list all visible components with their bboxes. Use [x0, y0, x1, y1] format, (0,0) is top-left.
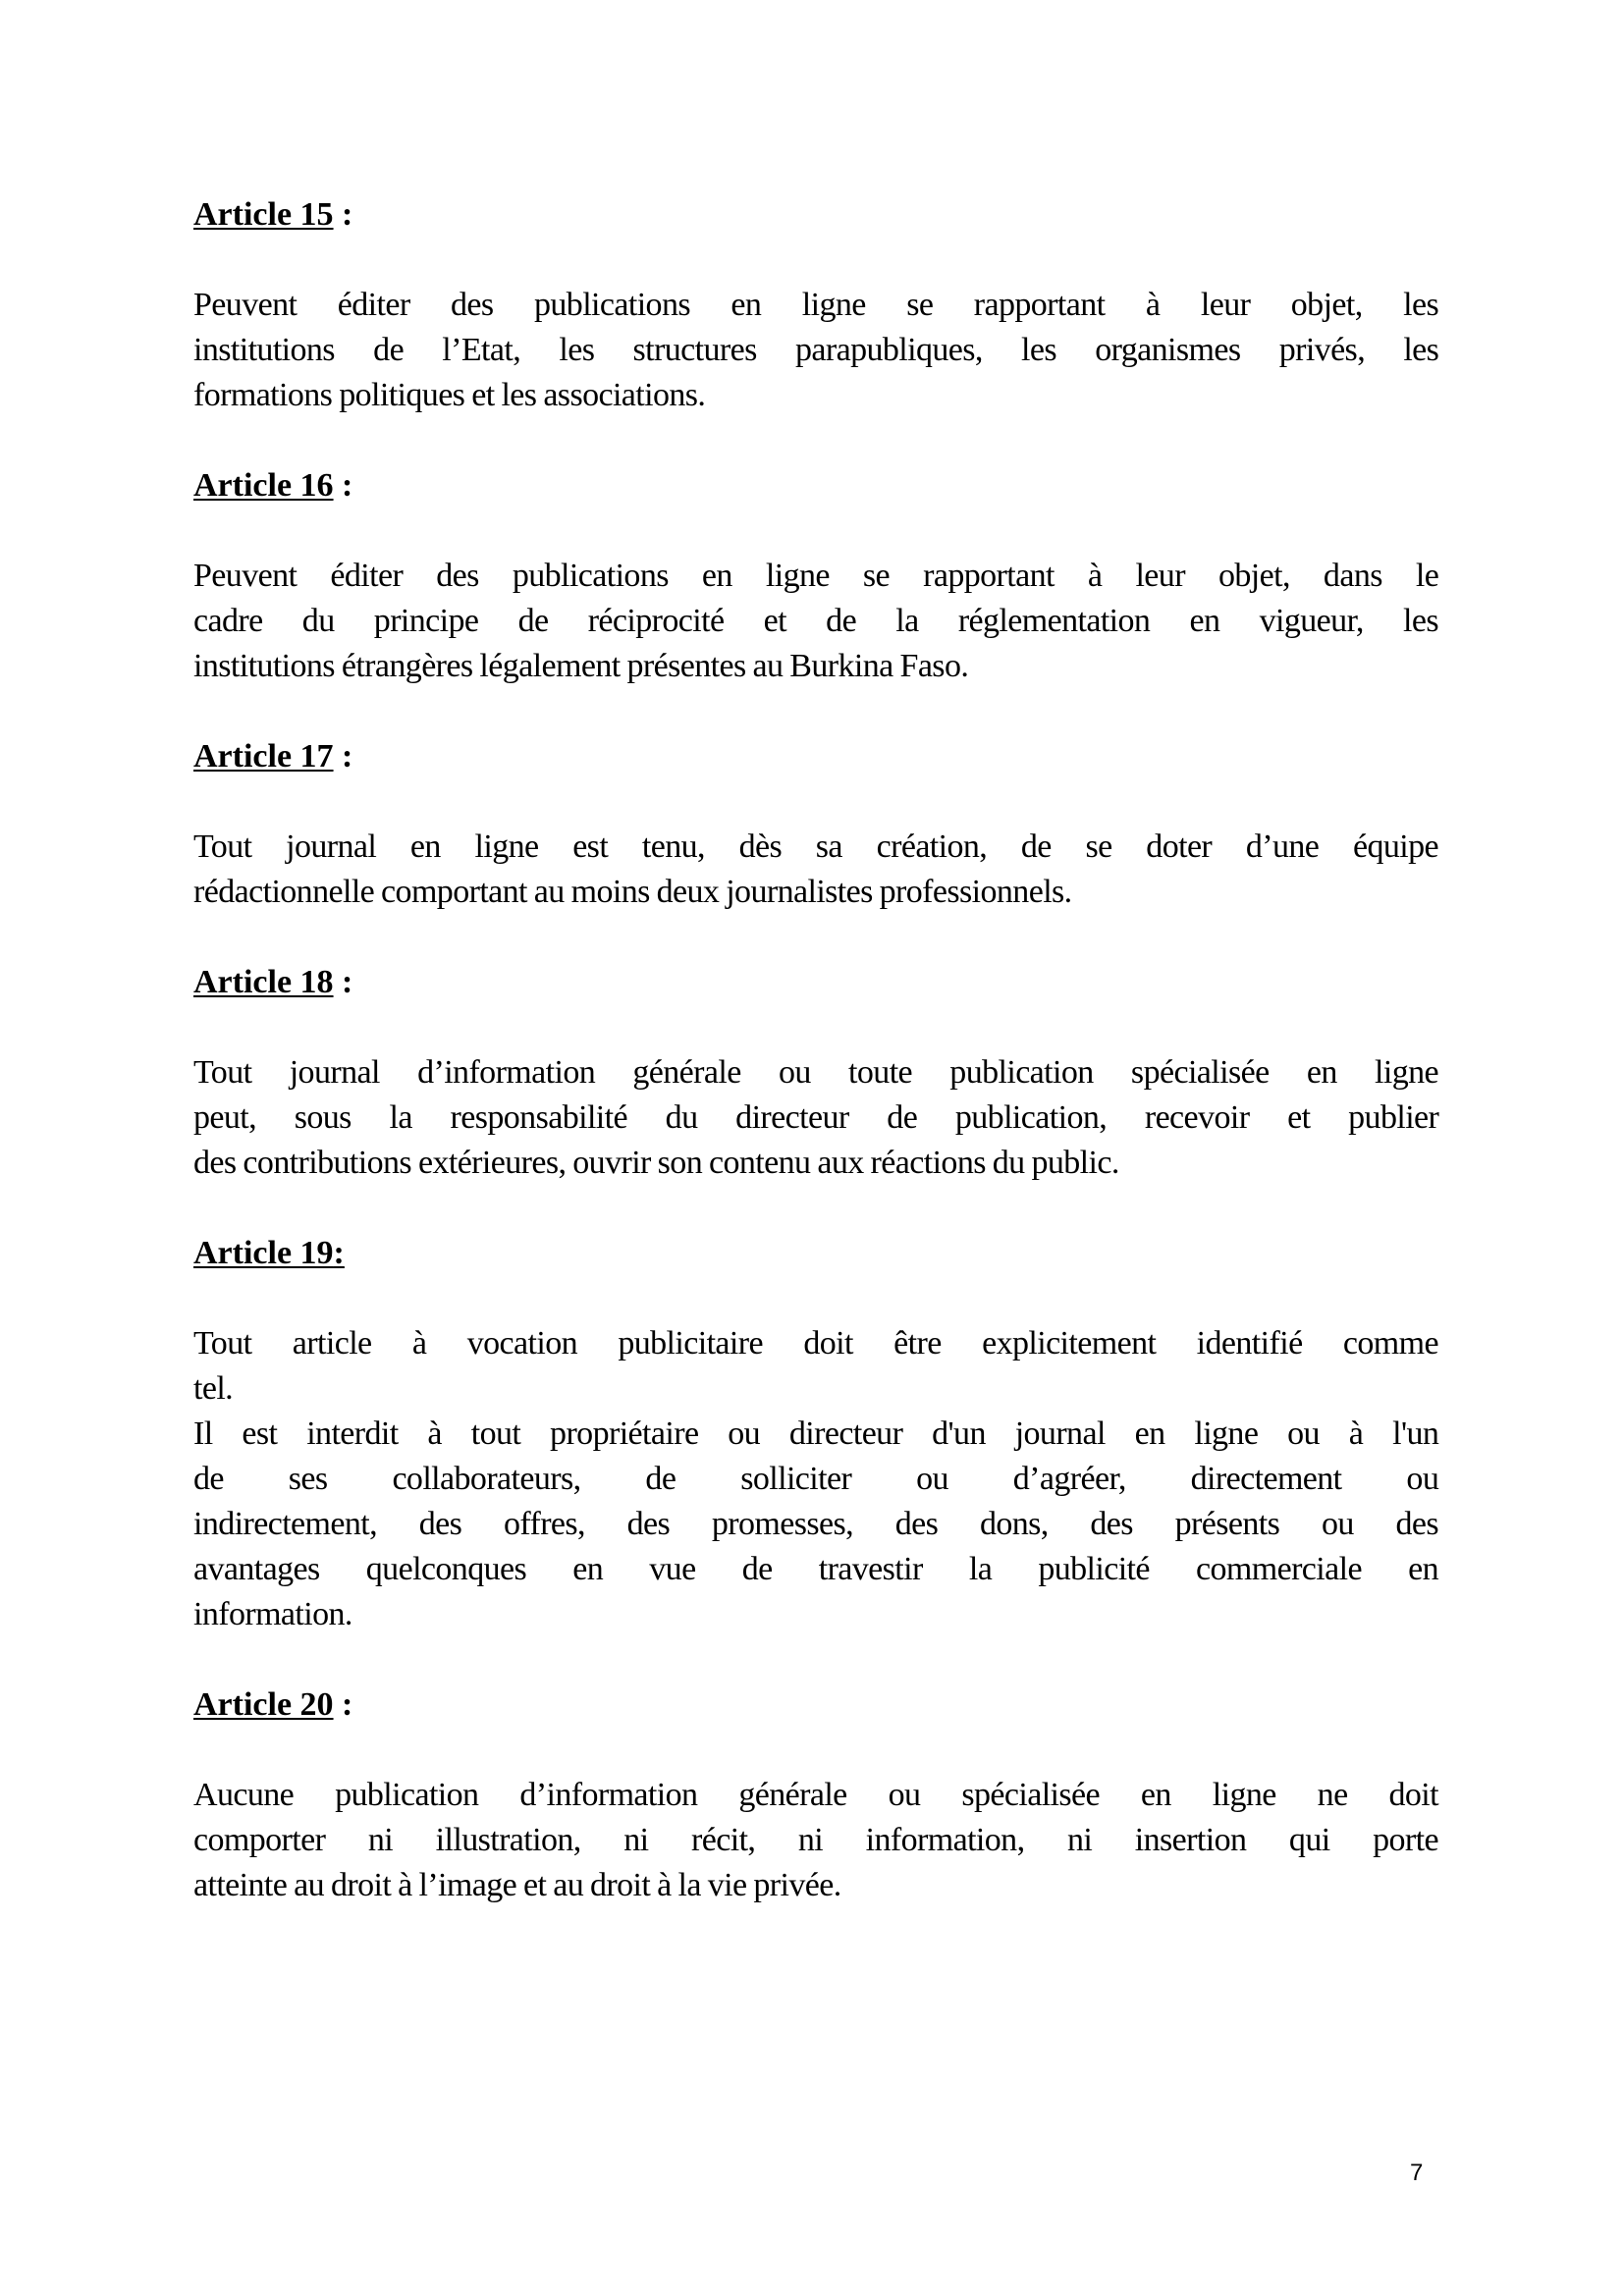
article-heading-colon: :	[333, 467, 353, 504]
article-17	[193, 734, 1438, 915]
paragraph-line: des contributions extérieures, ouvrir son contenu aux réactions du public.	[193, 1145, 1119, 1181]
article-20	[193, 1682, 1438, 1908]
paragraph-line: peut, sous la responsabilité du directeur de publication, recevoir et publier	[193, 1099, 1439, 1136]
paragraph-line: Il est interdit à tout propriétaire ou directeur d'un journal en ligne ou à l'un	[193, 1415, 1439, 1452]
paragraph-line: Peuvent éditer des publications en ligne se rapportant à leur objet, dans le	[193, 558, 1439, 594]
article-heading-colon: :	[333, 196, 353, 233]
paragraph-line: Peuvent éditer des publications en ligne se rapportant à leur objet, les	[193, 287, 1439, 323]
article-paragraph	[193, 1321, 1438, 1637]
paragraph-line: formations politiques et les associations.	[193, 377, 706, 413]
article-18	[193, 960, 1438, 1186]
article-paragraph	[193, 283, 1438, 418]
paragraph-line: de ses collaborateurs, de solliciter ou d’agréer, directement ou	[193, 1461, 1439, 1497]
paragraph-line: cadre du principe de réciprocité et de la réglementation en vigueur, les	[193, 603, 1438, 639]
paragraph-line: rédactionnelle comportant au moins deux journalistes professionnels.	[193, 874, 1072, 910]
paragraph-line: institutions de l’Etat, les structures parapubliques, les organismes privés, les	[193, 332, 1439, 368]
paragraph-line: Tout article à vocation publicitaire doit être explicitement identifié comme	[193, 1325, 1438, 1362]
article-heading-label: Article 16	[193, 467, 334, 504]
paragraph-line: Tout journal d’information générale ou toute publication spécialisée en ligne	[193, 1054, 1438, 1091]
article-15	[193, 192, 1438, 418]
article-paragraph	[193, 825, 1438, 915]
paragraph-line: information.	[193, 1596, 352, 1632]
article-paragraph	[193, 554, 1438, 689]
document-body	[193, 192, 1438, 1953]
article-heading-colon: :	[333, 1235, 345, 1271]
article-heading-colon: :	[333, 738, 353, 774]
paragraph-line: atteinte au droit à l’image et au droit à la vie privée.	[193, 1867, 841, 1903]
article-heading-label: Article 19	[193, 1235, 334, 1271]
article-heading	[193, 463, 1438, 508]
article-heading-colon: :	[333, 1686, 353, 1723]
article-heading	[193, 192, 1438, 238]
article-heading-label: Article 15	[193, 196, 334, 233]
article-19	[193, 1231, 1438, 1637]
article-heading	[193, 734, 1438, 779]
paragraph-line: Tout journal en ligne est tenu, dès sa création, de se doter d’une équipe	[193, 828, 1438, 865]
paragraph-line: avantages quelconques en vue de travestir la publicité commerciale en	[193, 1551, 1438, 1587]
page-number: 7	[1410, 2160, 1424, 2186]
article-heading-label: Article 18	[193, 964, 334, 1000]
article-paragraph	[193, 1773, 1438, 1908]
article-heading	[193, 960, 1438, 1005]
paragraph-line: comporter ni illustration, ni récit, ni information, ni insertion qui porte	[193, 1822, 1438, 1858]
article-paragraph	[193, 1050, 1438, 1186]
article-heading	[193, 1682, 1438, 1728]
article-heading-label: Article 17	[193, 738, 334, 774]
article-16	[193, 463, 1438, 689]
paragraph-line: institutions étrangères légalement présentes au Burkina Faso.	[193, 648, 969, 684]
article-heading-label: Article 20	[193, 1686, 334, 1723]
paragraph-line: tel.	[193, 1370, 234, 1407]
paragraph-line: Aucune publication d’information générale ou spécialisée en ligne ne doit	[193, 1777, 1438, 1813]
article-heading-colon: :	[333, 964, 353, 1000]
paragraph-line: indirectement, des offres, des promesses, des dons, des présents ou des	[193, 1506, 1438, 1542]
article-heading	[193, 1231, 1438, 1276]
